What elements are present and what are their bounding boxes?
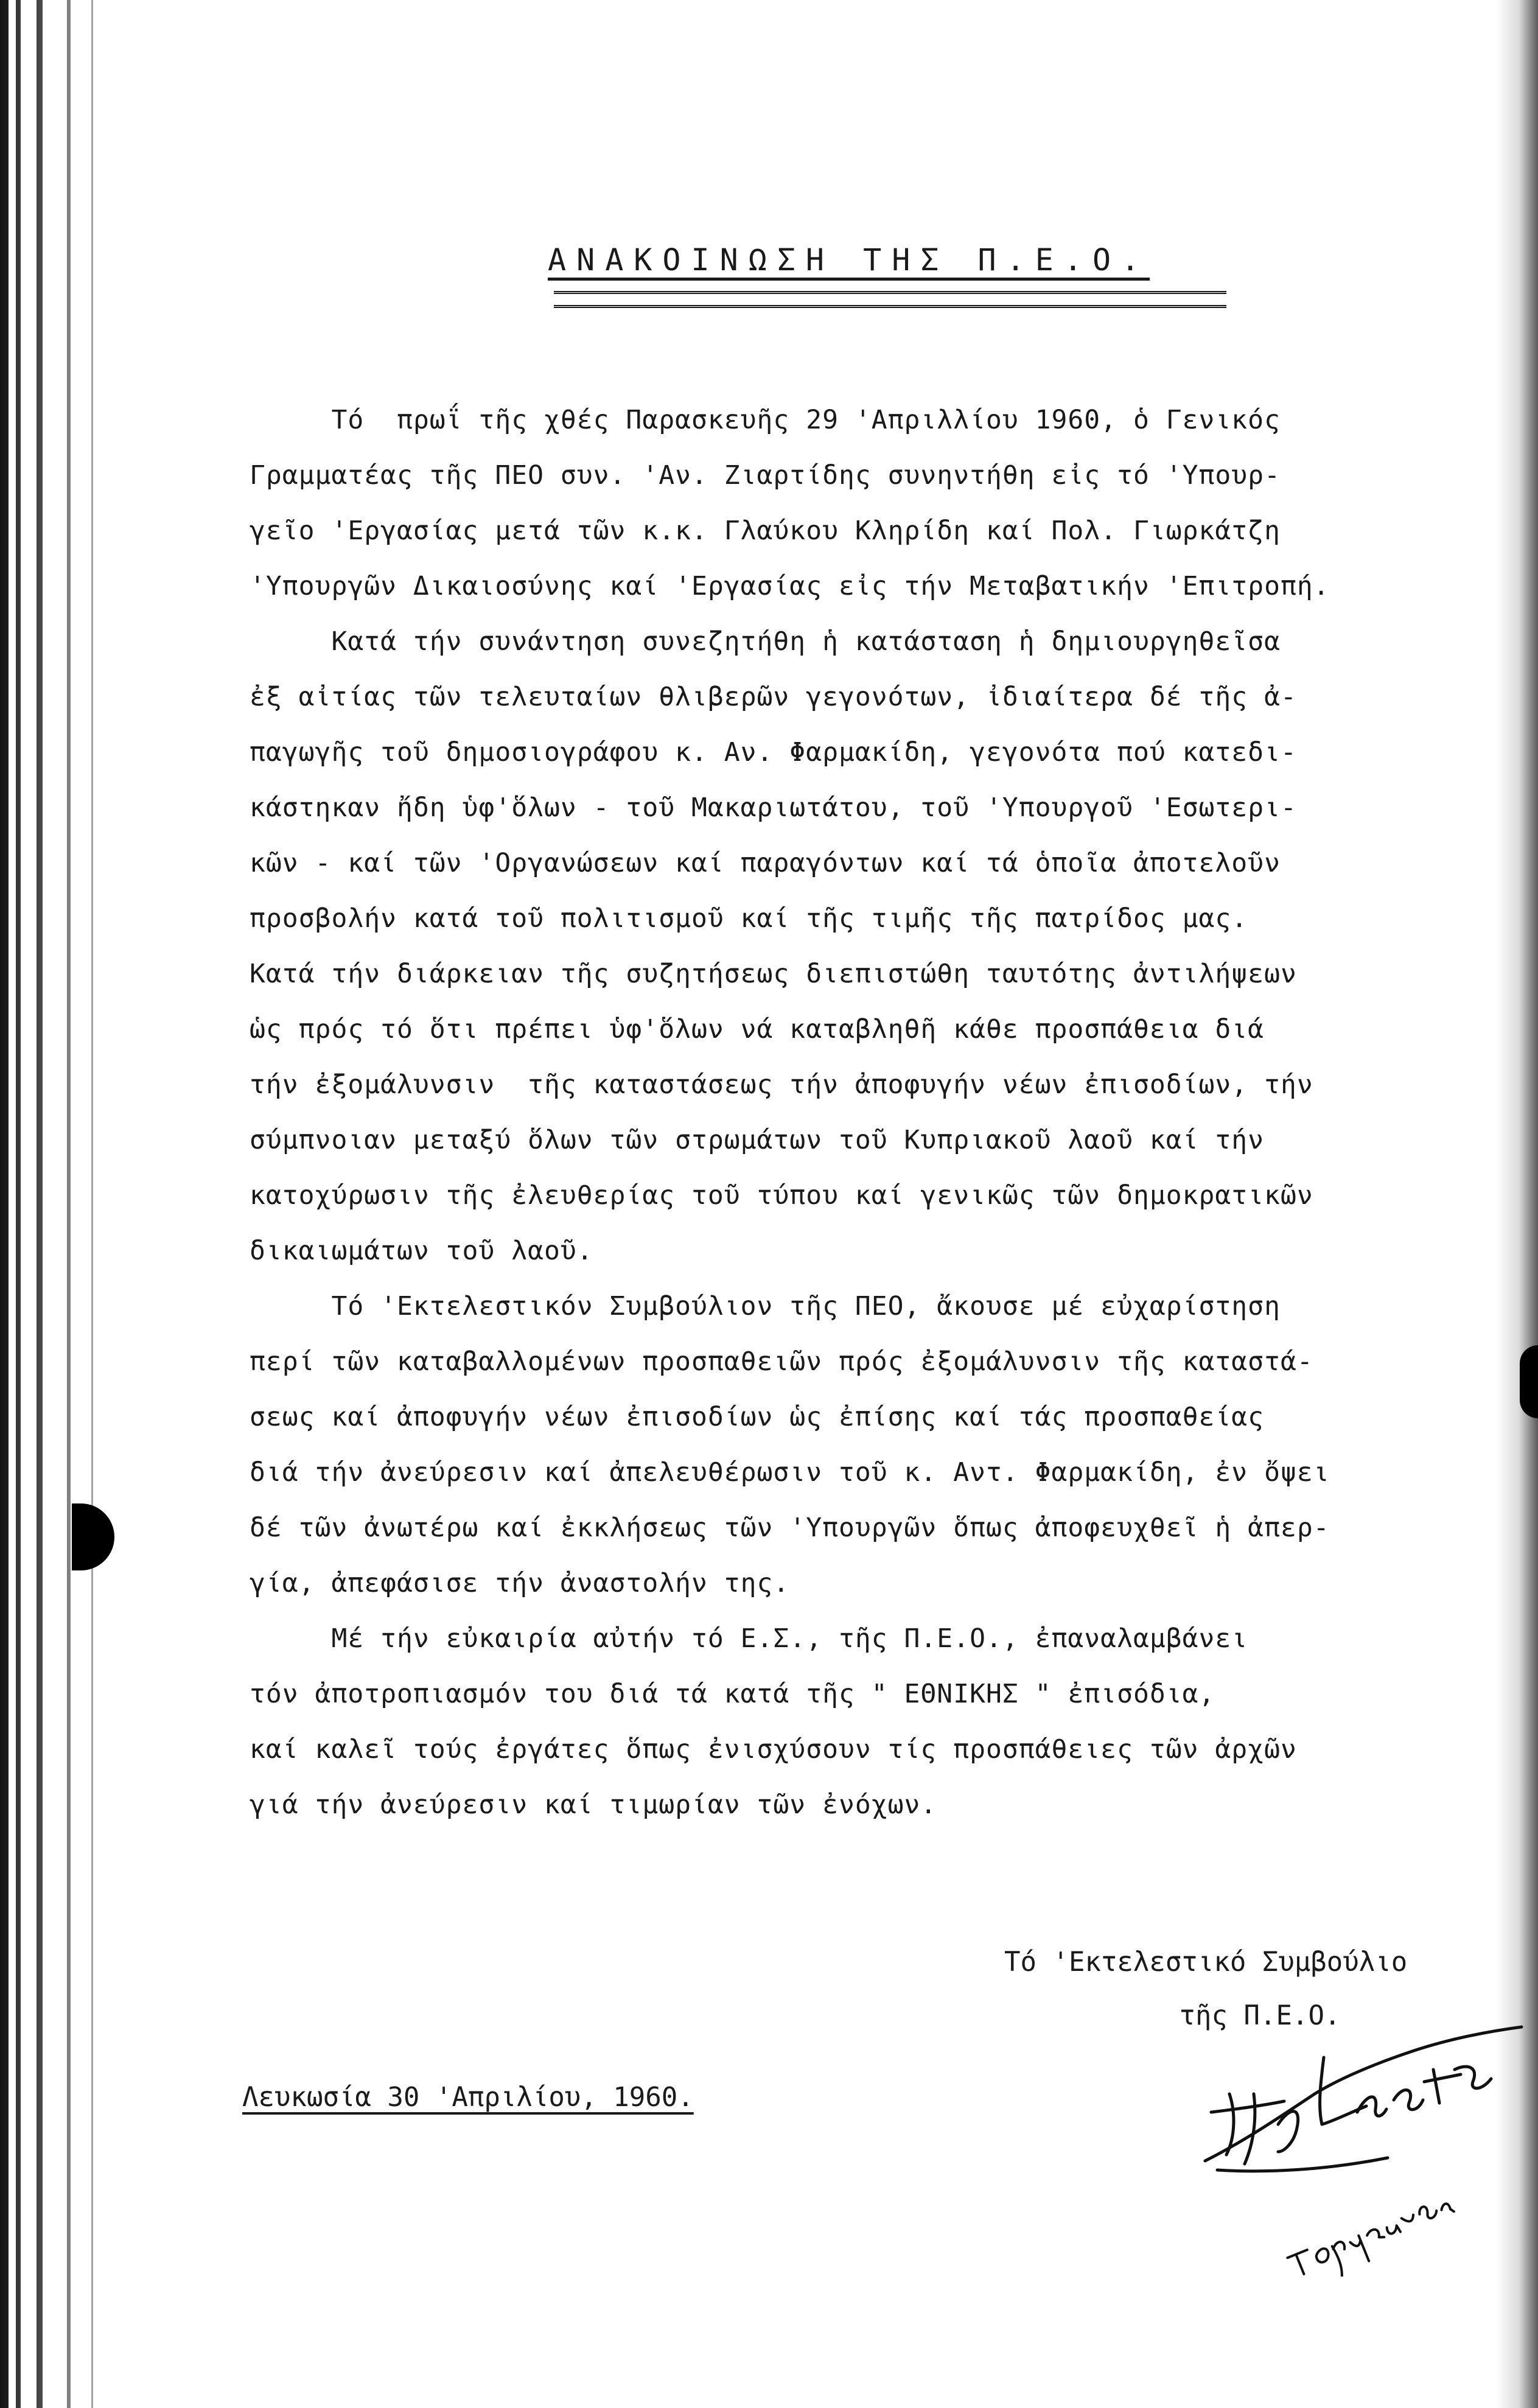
text-line: τόν ἀποτροπιασμόν του διά τά κατά τῆς " ΕΘΝΙΚΗΣ " ἐπισόδια,: [250, 1679, 1215, 1709]
text-line: 'Υπουργῶν Δικαιοσύνης καί 'Εργασίας εἰς τήν Μεταβατικήν 'Επιτροπή.: [250, 571, 1330, 601]
paragraph-2: [250, 614, 1473, 1279]
text-line: κῶν - καί τῶν 'Οργανώσεων καί παραγόντων καί τά ὁποῖα ἀποτελοῦν: [250, 848, 1281, 878]
text-line: ὡς πρός τό ὅτι πρέπει ὑφ'ὅλων νά καταβληθῆ κάθε προσπάθεια διά: [250, 1014, 1265, 1045]
text-line: κατοχύρωσιν τῆς ἐλευθερίας τοῦ τύπου καί γενικῶς τῶν δημοκρατικῶν: [250, 1180, 1313, 1211]
text-line: σεως καί ἀποφυγήν νέων ἐπισοδίων ὡς ἐπίσης καί τάς προσπαθείας: [250, 1402, 1265, 1432]
title-double-underline: [554, 291, 1226, 308]
paragraph-4: [250, 1611, 1473, 1833]
text-line: Τό πρωΐ τῆς χθές Παρασκευῆς 29 'Απριλλίου 1960, ὁ Γενικός: [250, 405, 1281, 435]
paragraph-1: [250, 393, 1473, 614]
handwritten-signature: [1193, 2021, 1534, 2277]
text-line: γία, ἀπεφάσισε τήν ἀναστολήν της.: [250, 1568, 790, 1598]
text-line: ἐξ αἰτίας τῶν τελευταίων θλιβερῶν γεγονότων, ἰδιαίτερα δέ τῆς ἀ-: [250, 682, 1297, 712]
paragraph-3: [250, 1279, 1473, 1611]
text-line: Κατά τήν διάρκειαν τῆς συζητήσεως διεπιστώθη ταυτότης ἀντιλήψεων: [250, 959, 1297, 989]
text-line: προσβολήν κατά τοῦ πολιτισμοῦ καί τῆς τιμῆς τῆς πατρίδος μας.: [250, 903, 1248, 934]
place-and-date: Λευκωσία 30 'Απριλίου, 1960.: [242, 2082, 694, 2113]
text-line: τήν ἐξομάλυνσιν τῆς καταστάσεως τήν ἀποφυγήν νέων ἐπισοδίων, τήν: [250, 1069, 1313, 1100]
signatory-line-1: Τό 'Εκτελεστικό Συμβούλιο: [1004, 1947, 1408, 1978]
text-line: Γραμματέας τῆς ΠΕΟ συν. 'Αν. Ζιαρτίδης συνηντήθη εἰς τό 'Υπουρ-: [250, 460, 1281, 491]
text-line: σύμπνοιαν μεταξύ ὅλων τῶν στρωμάτων τοῦ Κυπριακοῦ λαοῦ καί τήν: [250, 1125, 1265, 1155]
text-line: Τό 'Εκτελεστικόν Συμβούλιον τῆς ΠΕΟ, ἄκουσε μέ εὐχαρίστηση: [250, 1291, 1281, 1321]
signatory-line-2: τῆς Π.Ε.Ο.: [1179, 2000, 1341, 2031]
text-line: κάστηκαν ἤδη ὑφ'ὅλων - τοῦ Μακαριωτάτου, τοῦ 'Υπουργοῦ 'Εσωτερι-: [250, 793, 1297, 823]
scan-edge-mark: [1520, 1345, 1538, 1418]
scan-binding-edge: [0, 0, 140, 2408]
text-line: γιά τήν ἀνεύρεσιν καί τιμωρίαν τῶν ἐνόχων.: [250, 1790, 937, 1820]
document-body: [250, 393, 1473, 1833]
text-line: περί τῶν καταβαλλομένων προσπαθειῶν πρός ἐξομάλυνσιν τῆς καταστά-: [250, 1346, 1313, 1377]
text-line: Μέ τήν εὐκαιρία αὐτήν τό Ε.Σ., τῆς Π.Ε.Ο., ἐπαναλαμβάνει: [250, 1623, 1248, 1654]
text-line: Κατά τήν συνάντηση συνεζητήθη ἡ κατάσταση ἡ δημιουργηθεῖσα: [250, 626, 1281, 657]
text-line: γεῖο 'Εργασίας μετά τῶν κ.κ. Γλαύκου Κληρίδη καί Πολ. Γιωρκάτζη: [250, 516, 1281, 546]
text-line: διά τήν ἀνεύρεσιν καί ἀπελευθέρωσιν τοῦ κ. Αντ. Φαρμακίδη, ἐν ὄψει: [250, 1457, 1330, 1488]
document-title: ΑΝΑΚΟΙΝΩΣΗ ΤΗΣ Π.Ε.Ο.: [548, 242, 1150, 278]
text-line: δικαιωμάτων τοῦ λαοῦ.: [250, 1236, 593, 1266]
text-line: δέ τῶν ἀνωτέρω καί ἐκκλήσεως τῶν 'Υπουργῶν ὅπως ἀποφευχθεῖ ἡ ἀπερ-: [250, 1513, 1330, 1543]
text-line: καί καλεῖ τούς ἐργάτες ὅπως ἐνισχύσουν τίς προσπάθειες τῶν ἀρχῶν: [250, 1734, 1297, 1765]
text-line: παγωγῆς τοῦ δημοσιογράφου κ. Αν. Φαρμακίδη, γεγονότα πού κατεδι-: [250, 737, 1297, 768]
